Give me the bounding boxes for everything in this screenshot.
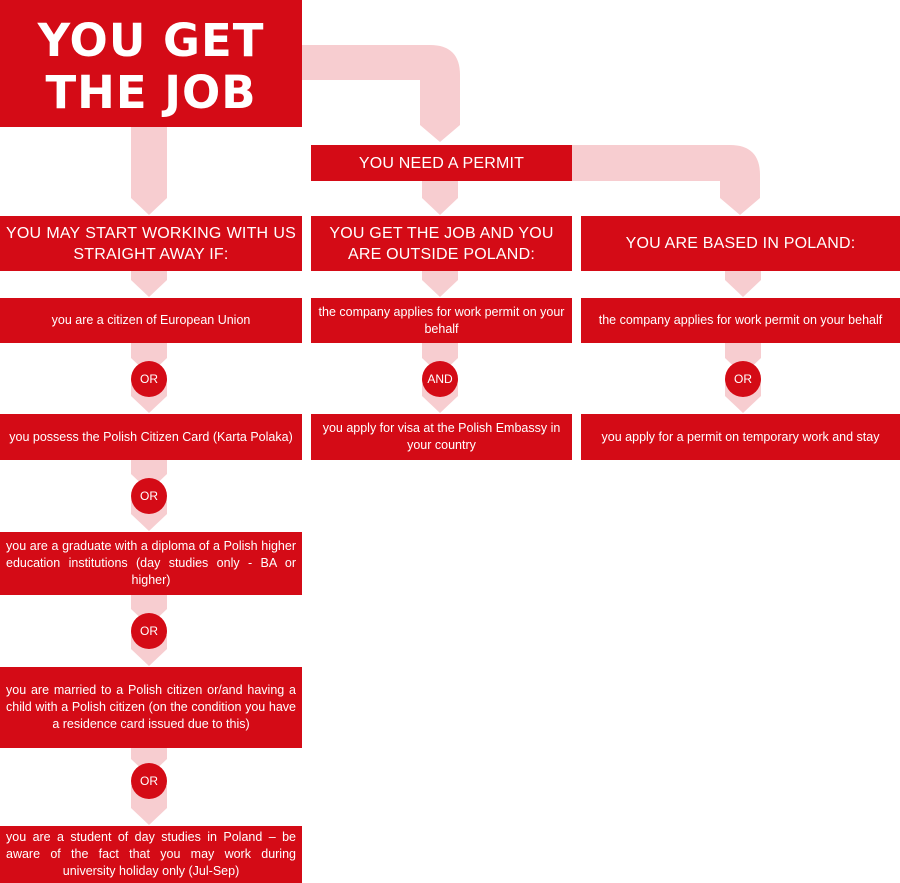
based-chevron-1 <box>725 271 761 297</box>
based-condition-2: you apply for a permit on temporary work and stay <box>581 414 900 460</box>
eu-connector-4: OR <box>131 763 167 799</box>
title-to-eu-arrow <box>131 127 167 215</box>
permit-to-outside-arrow <box>422 181 458 215</box>
eu-connector-3: OR <box>131 613 167 649</box>
permit-banner: YOU NEED A PERMIT <box>311 145 572 181</box>
eu-condition-4: you are married to a Polish citizen or/and having a child with a Polish citizen (on the condition you have a residence card issued due to this) <box>0 667 302 748</box>
based-connector-1: OR <box>725 361 761 397</box>
eu-connector-1: OR <box>131 361 167 397</box>
title-to-permit-arrow <box>302 45 460 142</box>
eu-condition-2: you possess the Polish Citizen Card (Karta Polaka) <box>0 414 302 460</box>
permit-to-based-arrow <box>572 145 760 215</box>
eu-condition-5: you are a student of day studies in Poland – be aware of the fact that you may work during university holiday only (Jul-Sep) <box>0 826 302 883</box>
outside-chevron-1 <box>422 271 458 297</box>
outside-connector-1: AND <box>422 361 458 397</box>
outside-condition-2: you apply for visa at the Polish Embassy in your country <box>311 414 572 460</box>
eu-chevron-1 <box>131 271 167 297</box>
eu-column-header: YOU MAY START WORKING WITH US STRAIGHT AWAY IF: <box>0 216 302 271</box>
main-title: YOU GET THE JOB <box>0 0 302 127</box>
eu-connector-2: OR <box>131 478 167 514</box>
outside-condition-1: the company applies for work permit on your behalf <box>311 298 572 343</box>
based-condition-1: the company applies for work permit on your behalf <box>581 298 900 343</box>
outside-column-header: YOU GET THE JOB AND YOU ARE OUTSIDE POLAND: <box>311 216 572 271</box>
eu-condition-3: you are a graduate with a diploma of a Polish higher education institutions (day studies only - BA or higher) <box>0 532 302 595</box>
eu-condition-1: you are a citizen of European Union <box>0 298 302 343</box>
based-column-header: YOU ARE BASED IN POLAND: <box>581 216 900 271</box>
